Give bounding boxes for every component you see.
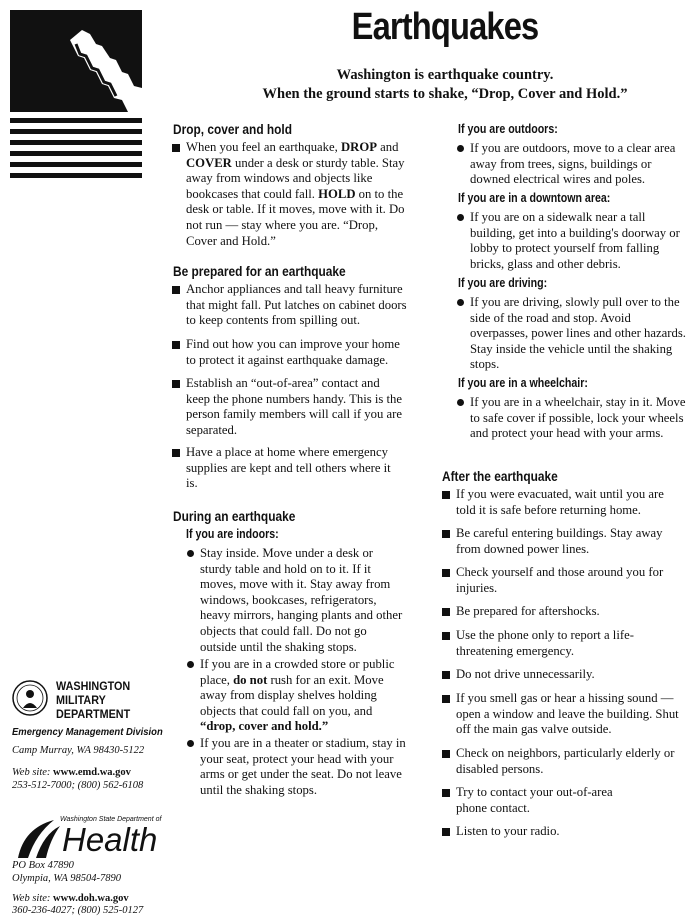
driving-item: If you are driving, slowly pull over to the side of the road and stop. Avoid overpasses, power lines and other hazards. Stay inside the vehicle until the shaking stops. <box>470 295 688 373</box>
heading-indoors: If you are indoors: <box>186 527 279 541</box>
emd-division: Emergency Management Division <box>12 726 163 738</box>
state-seal-icon <box>12 680 48 716</box>
after-item-9: Try to contact your out-of-area phone contact. <box>456 785 636 816</box>
after-item-3: Check yourself and those around you for injuries. <box>456 565 666 596</box>
page-title: Earthquakes <box>351 6 539 48</box>
after-item-1: If you were evacuated, wait until you are told it is safe before returning home. <box>456 487 682 518</box>
doh-phone: 360-236-4027; (800) 525-0127 <box>12 905 144 916</box>
emd-phone: 253-512-7000; (800) 562-6108 <box>12 780 144 791</box>
emd-address: Camp Murray, WA 98430-5122 <box>12 745 145 756</box>
heading-downtown: If you are in a downtown area: <box>458 191 611 205</box>
subtitle-line-1: Washington is earthquake country. <box>336 67 554 83</box>
downtown-item: If you are on a sidewalk near a tall building, get into a building's doorway or lobby to protect yourself from falling bricks, glass and other debris. <box>470 210 688 272</box>
doh-website: Web site: www.doh.wa.gov <box>12 893 129 904</box>
heading-wheelchair: If you are in a wheelchair: <box>458 376 588 390</box>
emd-website: Web site: www.emd.wa.gov <box>12 767 131 778</box>
indoor-item-2: If you are in a crowded store or public place, do not rush for an exit. Move away from display shelves holding objects that could fall on you, and “drop, cover and hold.” <box>200 657 410 735</box>
outdoors-item: If you are outdoors, move to a clear area away from trees, signs, buildings or downed electrical wires and poles. <box>470 141 688 188</box>
heading-be-prepared: Be prepared for an earthquake <box>173 263 346 279</box>
doh-po-box: PO Box 47890 <box>12 860 74 871</box>
prepared-item-4: Have a place at home where emergency supplies are kept and tell others where it is. <box>186 445 396 492</box>
health-logo-icon <box>14 818 64 860</box>
after-item-5: Use the phone only to report a life-threatening emergency. <box>456 628 656 659</box>
prepared-item-2: Find out how you can improve your home to protect it against earthquake damage. <box>186 337 402 368</box>
indoor-item-3: If you are in a theater or stadium, stay in your seat, protect your head with your arms or get under the seat. Do not leave until the shaking stops. <box>200 736 412 798</box>
heading-after: After the earthquake <box>442 468 558 484</box>
indoor-item-1: Stay inside. Move under a desk or sturdy table and hold on to it. If it moves, move with it. Stay away from windows, bookcases, refrigerators, heavy mirrors, hanging plants and other objects that could fall. Do not go outside until the shaking stops. <box>200 546 406 655</box>
after-item-4: Be prepared for aftershocks. <box>456 604 682 620</box>
heading-drop-cover-hold: Drop, cover and hold <box>173 121 293 137</box>
prepared-item-1: Anchor appliances and tall heavy furniture that might fall. Put latches on cabinet doors to keep contents from spilling out. <box>186 282 412 329</box>
doh-department-label: Washington State Department of <box>60 816 162 823</box>
heading-driving: If you are driving: <box>458 276 548 290</box>
after-item-10: Listen to your radio. <box>456 824 682 840</box>
heading-outdoors: If you are outdoors: <box>458 122 558 136</box>
doh-web-link[interactable]: www.doh.wa.gov <box>53 893 129 904</box>
after-item-2: Be careful entering buildings. Stay away from downed power lines. <box>456 526 682 557</box>
after-item-8: Check on neighbors, particularly elderly or disabled persons. <box>456 746 688 777</box>
drop-item: When you feel an earthquake, DROP and COVER under a desk or sturdy table. Stay away from windows and objects like bookcases that could fall. HOLD on to the desk or table. If it moves, move with it. Do not run — stay where you are. “Drop, Cover and Hold.” <box>186 140 405 248</box>
doh-health-wordmark: Health <box>62 821 158 858</box>
page-subtitle <box>200 66 690 104</box>
emd-web-link[interactable]: www.emd.wa.gov <box>53 767 131 778</box>
prepared-item-3: Establish an “out-of-area” contact and keep the phone numbers handy. This is the person family members will call if you are separated. <box>186 376 406 438</box>
doh-city: Olympia, WA 98504-7890 <box>12 873 122 884</box>
after-item-7: If you smell gas or hear a hissing sound — open a window and leave the building. Shut off the main gas valve outside. <box>456 691 686 738</box>
after-item-6: Do not drive unnecessarily. <box>456 667 682 683</box>
wmd-name: WASHINGTON MILITARY DEPARTMENT <box>56 679 131 721</box>
heading-during: During an earthquake <box>173 508 296 524</box>
wheelchair-item: If you are in a wheelchair, stay in it. Move to safe cover if possible, lock your wheels and protect your head with your arms. <box>470 395 688 442</box>
subtitle-line-2: When the ground starts to shake, “Drop, Cover and Hold.” <box>262 86 628 102</box>
stairs-logo-icon <box>10 10 142 182</box>
